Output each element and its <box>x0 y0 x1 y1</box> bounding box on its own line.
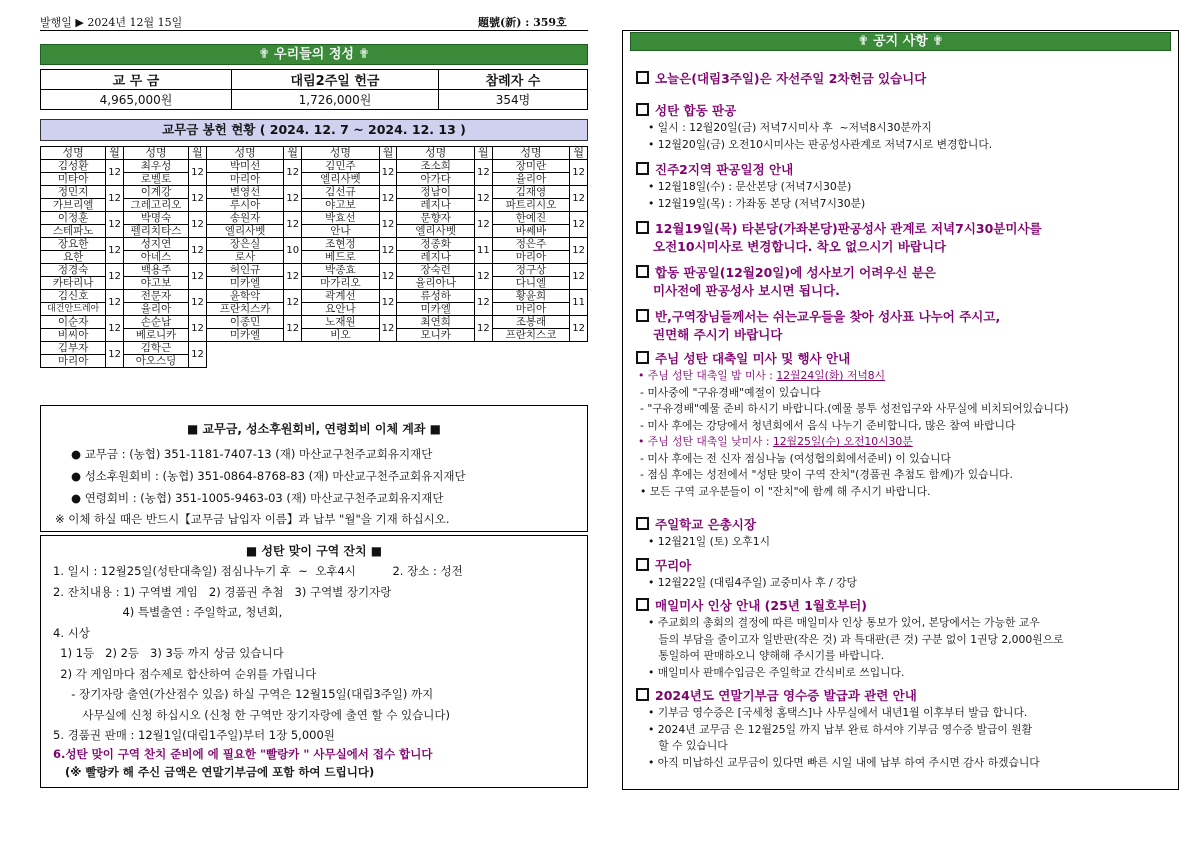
christmas-eve-detail: - 미사중에 "구유경배"예절이 있습니다 <box>640 385 821 399</box>
roster-name: 황윤희 <box>492 290 570 303</box>
roster-name: 정민지 <box>41 186 106 199</box>
roster-name: 허인규 <box>206 264 284 277</box>
notice-bullet-icon <box>636 309 649 322</box>
notice-bullet-icon <box>636 598 649 611</box>
issue-number: 題號(新) : 359호 <box>478 16 567 29</box>
roster-baptismal-name: 스테파노 <box>41 225 106 238</box>
roster-name: 김선규 <box>302 186 380 199</box>
roster-name: 조봉래 <box>492 316 570 329</box>
party-palanka-note: (※ 빨랑카 해 주신 금액은 연말기부금에 포함 하여 드립니다) <box>65 765 375 779</box>
roster-month: 12 <box>189 264 207 290</box>
roster-head-month: 월 <box>570 147 588 160</box>
roster-name: 박종효 <box>302 264 380 277</box>
roster-baptismal-name: 미타아 <box>41 173 106 186</box>
roster-month: 12 <box>379 290 397 316</box>
roster-name: 박미선 <box>206 160 284 173</box>
roster-month: 12 <box>475 316 493 342</box>
roster-month: 12 <box>189 238 207 264</box>
roster-name: 장은실 <box>206 238 284 251</box>
notice-bullet-icon <box>636 351 649 364</box>
roster-head-name: 성명 <box>123 147 188 160</box>
notice-detail: • 12월22일 (대림4주일) 교중미사 후 / 강당 <box>648 575 857 589</box>
roster-name: 이계강 <box>123 186 188 199</box>
notice-item <box>636 70 1171 88</box>
roster-month: 11 <box>570 290 588 316</box>
offering-collection-value: 1,726,000원 <box>232 90 439 110</box>
roster-head-month: 월 <box>106 147 124 160</box>
notice-item <box>636 557 1171 592</box>
christmas-day-detail: • 모든 구역 교우분들이 이 "잔치"에 함께 해 주시기 바랍니다. <box>640 484 931 498</box>
roster-name: 정남이 <box>397 186 475 199</box>
notice-detail: • 아직 미납하신 교무금이 있다면 빠른 시일 내에 납부 하여 주시면 감사 하겠습니다 <box>648 755 1040 769</box>
roster-baptismal-name: 대건안드레아 <box>41 303 106 316</box>
party-line: - 장기자랑 출연(가산점수 있음) 하실 구역은 12월15일(대림3주일) 까지 <box>53 687 434 701</box>
roster-head-name: 성명 <box>41 147 106 160</box>
roster-month: 12 <box>189 342 207 368</box>
roster-head-name: 성명 <box>492 147 570 160</box>
notice-detail: 할 수 있습니다 <box>648 739 728 752</box>
roster-name: 김성환 <box>41 160 106 173</box>
offering-table <box>40 69 588 110</box>
notice-list <box>636 70 1171 771</box>
notice-item <box>636 161 1171 212</box>
roster-month: 12 <box>570 212 588 238</box>
christmas-day-label: • 주님 성탄 대축일 낮미사 : <box>638 435 773 448</box>
roster-baptismal-name: 가브리엘 <box>41 199 106 212</box>
notice-bullet-icon <box>636 221 649 234</box>
roster-name: 박효선 <box>302 212 380 225</box>
roster-month: 12 <box>106 186 124 212</box>
roster-baptismal-name: 레지나 <box>397 251 475 264</box>
roster-name: 김부자 <box>41 342 106 355</box>
roster-month: 11 <box>475 238 493 264</box>
notice-detail: • 매일미사 판매수입금은 주일학교 간식비로 쓰입니다. <box>648 665 905 679</box>
roster-month: 12 <box>284 264 302 290</box>
roster-name: 송원자 <box>206 212 284 225</box>
notice-heading: 꾸리아 <box>655 557 692 573</box>
roster-name: 장숙련 <box>397 264 475 277</box>
roster-month: 12 <box>284 290 302 316</box>
roster-baptismal-name: 요안나 <box>302 303 380 316</box>
roster-month: 12 <box>106 238 124 264</box>
roster-name: 박명숙 <box>123 212 188 225</box>
notice-heading-cont: 미사전에 판공성사 보시면 됩니다. <box>653 283 840 298</box>
party-title: ■ 성탄 맞이 구역 잔치 ■ <box>245 544 383 558</box>
roster-baptismal-name: 비오 <box>302 329 380 342</box>
roster-baptismal-name: 미카엘 <box>206 329 284 342</box>
roster-name: 김신호 <box>41 290 106 303</box>
roster-title: 교무금 봉헌 현황 ( 2024. 12. 7 ~ 2024. 12. 13 ) <box>40 119 588 141</box>
roster-baptismal-name: 마리아 <box>41 355 106 368</box>
roster-baptismal-name: 율리아 <box>123 303 188 316</box>
roster-head-month: 월 <box>189 147 207 160</box>
roster-baptismal-name: 프란치스코 <box>492 329 570 342</box>
roster-month: 12 <box>106 212 124 238</box>
notice-heading: 반,구역장님들께서는 쉬는교우들을 찾아 성사표 나누어 주시고, <box>655 309 1001 324</box>
roster-month: 12 <box>570 316 588 342</box>
notice-detail: 통일하여 판매하오니 양해해 주시기를 바랍니다. <box>648 649 885 662</box>
roster-month: 12 <box>570 160 588 186</box>
notice-heading: 주일학교 은총시장 <box>655 517 756 532</box>
roster-empty <box>206 342 587 368</box>
christmas-day-detail: - 미사 후에는 전 신자 점심나눔 (여성협의회에서준비) 이 있습니다 <box>640 451 951 465</box>
notice-detail: • 12월18일(수) : 문산본당 (저녁7시30분) <box>648 180 852 193</box>
notice-bullet-icon <box>636 103 649 116</box>
roster-baptismal-name: 아네스 <box>123 251 188 264</box>
issue-date: 발행일 ▶ 2024년 12월 15일 <box>40 16 183 29</box>
party-line: 사무실에 신청 하십시오 (신청 한 구역만 장기자랑에 출연 할 수 있습니다) <box>53 707 450 722</box>
transfer-funeral-account: ● 연령회비 : (농협) 351-1005-9463-03 (재) 마산교구천주교회유지재단 <box>71 491 444 505</box>
roster-month: 12 <box>106 160 124 186</box>
roster-name: 정경숙 <box>41 264 106 277</box>
roster-month: 12 <box>106 316 124 342</box>
roster-month: 12 <box>284 160 302 186</box>
transfer-dues-account: ● 교무금 : (농협) 351-1181-7407-13 (재) 마산교구천주교회유지재단 <box>71 447 433 461</box>
roster-baptismal-name: 마가리오 <box>302 277 380 290</box>
roster-baptismal-name: 율리아나 <box>397 277 475 290</box>
transfer-title: ■ 교무금, 성소후원회비, 연령회비 이체 계좌 ■ <box>187 422 441 436</box>
roster-name: 이종민 <box>206 316 284 329</box>
roster-month: 12 <box>379 316 397 342</box>
roster-month: 12 <box>475 264 493 290</box>
party-line: 2) 각 게임마다 점수제로 합산하여 순위를 가립니다 <box>53 666 317 681</box>
roster-month: 12 <box>475 160 493 186</box>
roster-baptismal-name: 야고보 <box>302 199 380 212</box>
roster-baptismal-name: 프란치스카 <box>206 303 284 316</box>
notice-heading-cont: 권면해 주시기 바랍니다 <box>653 327 783 342</box>
notice-heading: 합동 판공일(12월20일)에 성사보기 어려우신 분은 <box>655 265 936 280</box>
roster-baptismal-name: 엘리사벳 <box>302 173 380 186</box>
roster-name: 김재영 <box>492 186 570 199</box>
roster-baptismal-name: 바쎄바 <box>492 225 570 238</box>
roster-name: 성지연 <box>123 238 188 251</box>
roster-month: 12 <box>284 186 302 212</box>
roster-baptismal-name: 펠리치타스 <box>123 225 188 238</box>
roster-name: 곽계선 <box>302 290 380 303</box>
roster-name: 정종화 <box>397 238 475 251</box>
party-lines <box>53 561 463 746</box>
roster-name: 최우성 <box>123 160 188 173</box>
roster-name: 백용주 <box>123 264 188 277</box>
roster-baptismal-name: 미카엘 <box>397 303 475 316</box>
party-line: 1. 일시 : 12월25일(성탄대축일) 점심나누기 후 ~ 오후4시 2. 장소 : 성전 <box>53 564 463 578</box>
roster-name: 조소희 <box>397 160 475 173</box>
roster-month: 12 <box>189 316 207 342</box>
roster-month: 12 <box>379 264 397 290</box>
christmas-eve-label: • 주님 성탄 대축일 밤 미사 : <box>638 369 777 382</box>
notice-detail: • 12월20일(금) 오전10시미사는 판공성사관계로 저녁7시로 변경합니다. <box>648 137 993 151</box>
notice-heading: 12월19일(목) 타본당(가좌본당)판공성사 관계로 저녁7시30분미사를 <box>655 221 1042 236</box>
offering-attendance-value: 354명 <box>439 90 588 110</box>
party-box <box>40 535 588 788</box>
notice-bullet-icon <box>636 688 649 701</box>
roster-head-month: 월 <box>284 147 302 160</box>
christmas-eve-detail: - "구유경배"예물 준비 하시기 바랍니다.(예물 봉투 성전입구와 사무실에 비치되어있습니다) <box>640 402 1069 415</box>
roster-month: 12 <box>475 186 493 212</box>
roster-month: 12 <box>284 316 302 342</box>
notice-item <box>636 102 1171 153</box>
roster-baptismal-name: 엘리사벳 <box>397 225 475 238</box>
notice-detail: • 주교회의 총회의 결정에 따른 매일미사 인상 통보가 있어, 본당에서는 가능한 교우 <box>648 616 1040 629</box>
roster-name: 정은주 <box>492 238 570 251</box>
roster-head-name: 성명 <box>397 147 475 160</box>
roster-month: 12 <box>189 160 207 186</box>
party-line: 4) 특별출연 : 주일학교, 청년회, <box>53 605 283 619</box>
roster-month: 12 <box>379 238 397 264</box>
roster-name: 노재원 <box>302 316 380 329</box>
roster-name: 손순남 <box>123 316 188 329</box>
notice-detail: • 일시 : 12월20일(금) 저녁7시미사 후 ~저녁8시30분까지 <box>648 121 932 134</box>
roster-baptismal-name: 안나 <box>302 225 380 238</box>
notice-heading: 오늘은(대림3주일)은 자선주일 2차헌금 있습니다 <box>655 71 927 86</box>
roster-table <box>40 146 588 368</box>
roster-baptismal-name: 루시아 <box>206 199 284 212</box>
roster-baptismal-name: 율리아 <box>492 173 570 186</box>
roster-name: 윤학악 <box>206 290 284 303</box>
roster-month: 10 <box>284 238 302 264</box>
notice-item <box>636 687 1171 771</box>
notice-heading: 진주2지역 판공일정 안내 <box>655 162 794 177</box>
notice-item <box>636 516 1171 551</box>
roster-name: 전문자 <box>123 290 188 303</box>
roster-name: 장요한 <box>41 238 106 251</box>
roster-baptismal-name: 파트리시오 <box>492 199 570 212</box>
roster-head-month: 월 <box>379 147 397 160</box>
notice-heading: 2024년도 연말기부금 영수증 발급과 관련 안내 <box>655 688 917 703</box>
roster-baptismal-name: 레지나 <box>397 199 475 212</box>
christmas-day-detail: - 점심 후에는 성전에서 "성탄 맞이 구역 잔치"(경품권 추첨도 함께)가 있습니다. <box>640 468 1013 481</box>
roster-month: 12 <box>570 238 588 264</box>
notice-detail: • 2024년 교무금 은 12월25일 까지 납부 완료 하셔야 기부금 영수증 발급이 원활 <box>648 722 1033 736</box>
roster-name: 이정훈 <box>41 212 106 225</box>
roster-name: 조현정 <box>302 238 380 251</box>
roster-name: 한예진 <box>492 212 570 225</box>
christmas-eve-detail: - 미사 후에는 강당에서 청년회에서 음식 나누기 준비합니다, 많은 참여 바랍니다 <box>640 418 1016 432</box>
notice-heading: 매일미사 인상 안내 (25년 1월호부터) <box>655 598 867 613</box>
roster-month: 12 <box>189 290 207 316</box>
notice-bullet-icon <box>636 162 649 175</box>
roster-month: 12 <box>284 212 302 238</box>
roster-month: 12 <box>475 212 493 238</box>
notice-item <box>636 308 1171 344</box>
roster-month: 12 <box>379 160 397 186</box>
roster-head-name: 성명 <box>206 147 284 160</box>
roster-baptismal-name: 아가다 <box>397 173 475 186</box>
roster-month: 12 <box>106 342 124 368</box>
roster-name: 정구상 <box>492 264 570 277</box>
roster-head-month: 월 <box>475 147 493 160</box>
roster-month: 12 <box>570 186 588 212</box>
roster-baptismal-name: 모니카 <box>397 329 475 342</box>
transfer-vocation-account: ● 성소후원회비 : (농협) 351-0864-8768-83 (재) 마산교구천주교회유지재단 <box>71 469 466 483</box>
offering-dues-value: 4,965,000원 <box>41 90 232 110</box>
roster-baptismal-name: 미카엘 <box>206 277 284 290</box>
christmas-day-time: 12월25일(수) 오전10시30분 <box>772 435 913 448</box>
party-line: 4. 시상 <box>53 625 90 640</box>
roster-baptismal-name: 베드로 <box>302 251 380 264</box>
roster-baptismal-name: 아오스딩 <box>123 355 188 368</box>
notice-detail: 들의 부담을 줄이고자 일반판(작은 것) 과 특대판(큰 것) 구분 없이 1권당 2,000원으로 <box>648 632 1064 646</box>
roster-month: 12 <box>189 186 207 212</box>
party-line: 5. 경품권 판매 : 12월1일(대림1주일)부터 1장 5,000원 <box>53 728 335 742</box>
roster-month: 12 <box>106 290 124 316</box>
party-line: 2. 잔치내용 : 1) 구역별 게임 2) 경품권 추첨 3) 구역별 장기자랑 <box>53 584 392 599</box>
offering-head-attendance: 참례자 수 <box>439 70 588 90</box>
roster-month: 12 <box>106 264 124 290</box>
roster-baptismal-name: 마리아 <box>492 303 570 316</box>
roster-baptismal-name: 그레고리오 <box>123 199 188 212</box>
notice-item <box>636 264 1171 300</box>
notice-item <box>636 220 1171 256</box>
roster-month: 12 <box>570 264 588 290</box>
notice-heading: 성탄 합동 판공 <box>655 103 737 118</box>
offering-head-dues: 교 무 금 <box>41 70 232 90</box>
roster-head-name: 성명 <box>302 147 380 160</box>
roster-month: 12 <box>189 212 207 238</box>
notice-detail: • 12월21일 (토) 오후1시 <box>648 535 771 548</box>
party-line: 1) 1등 2) 2등 3) 3등 까지 상금 있습니다 <box>53 646 284 660</box>
roster-baptismal-name: 엘리사벳 <box>206 225 284 238</box>
roster-name: 류성하 <box>397 290 475 303</box>
party-palanka-notice: 6.성탄 맞이 구역 찬치 준비에 에 필요한 "빨랑카 " 사무실에서 접수 합니다 <box>53 747 433 761</box>
roster-name: 최연희 <box>397 316 475 329</box>
offering-title: ✟ 우리들의 정성 ✟ <box>40 44 588 65</box>
roster-name: 김민주 <box>302 160 380 173</box>
roster-baptismal-name: 다니엘 <box>492 277 570 290</box>
roster-month: 12 <box>379 186 397 212</box>
transfer-note: ※ 이체 하실 때은 반드시【교무금 납입자 이름】과 납부 "월"을 기재 하십시오. <box>55 512 450 526</box>
roster-name: 변영선 <box>206 186 284 199</box>
roster-baptismal-name: 비씨아 <box>41 329 106 342</box>
notice-heading: 주님 성탄 대축일 미사 및 행사 안내 <box>655 351 851 366</box>
roster-name: 장미란 <box>492 160 570 173</box>
christmas-eve-time: 12월24일(화) 저녁8시 <box>776 369 886 382</box>
notice-bullet-icon <box>636 265 649 278</box>
roster-baptismal-name: 베로니카 <box>123 329 188 342</box>
notice-item <box>636 597 1171 681</box>
roster-baptismal-name: 마리아 <box>492 251 570 264</box>
roster-baptismal-name: 로사 <box>206 251 284 264</box>
notice-item <box>636 350 1171 500</box>
offering-head-collection: 대림2주일 헌금 <box>232 70 439 90</box>
notice-bullet-icon <box>636 558 649 571</box>
roster-month: 12 <box>379 212 397 238</box>
transfer-box <box>40 405 588 532</box>
notice-heading-cont: 오전10시미사로 변경합니다. 착오 없으시기 바랍니다 <box>653 239 947 254</box>
roster-baptismal-name: 야고보 <box>123 277 188 290</box>
roster-month: 12 <box>475 290 493 316</box>
roster-name: 이순자 <box>41 316 106 329</box>
roster-baptismal-name: 마리아 <box>206 173 284 186</box>
notice-bullet-icon <box>636 517 649 530</box>
notice-bullet-icon <box>636 71 649 84</box>
roster-name: 김학근 <box>123 342 188 355</box>
header-divider <box>40 30 588 31</box>
roster-baptismal-name: 요한 <box>41 251 106 264</box>
notice-detail: • 기부금 영수증은 [국세청 홈택스]나 사무실에서 내년1월 이후부터 발급 합니다. <box>648 706 1028 719</box>
roster-baptismal-name: 카타리나 <box>41 277 106 290</box>
notice-detail: • 12월19일(목) : 가좌동 본당 (저녁7시30분) <box>648 196 866 210</box>
roster-baptismal-name: 로벨토 <box>123 173 188 186</box>
notice-title: ✟ 공지 사항 ✟ <box>630 32 1171 51</box>
roster-name: 문향자 <box>397 212 475 225</box>
